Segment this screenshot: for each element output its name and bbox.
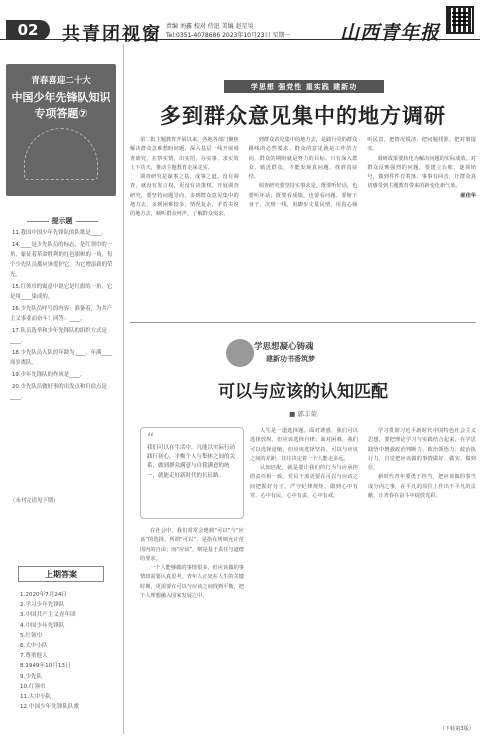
pull-quote (140, 427, 244, 519)
paragraph: 调查研究是谋事之基、成事之道。没有调查，就没有发言权，更没有决策权。开展调查研究，要坚持问题导向，多到群众意见集中的地方去，多到困难较多、情况复杂、矛盾尖锐的地方去，倾听群众呼声，了解群众需求。 (130, 174, 239, 218)
paragraph: 新时代青年要勇于担当，把应该做的事当成分内之事，在平凡的岗位上作出不平凡的贡献，让青春在奋斗中绽放光彩。 (368, 474, 476, 500)
kicker-top: 学思想凝心铸魂 (254, 342, 314, 352)
article-kicker: 学思想 强党性 重实践 建新功 (224, 80, 384, 93)
list-item: 1.2020年7月24日 (20, 592, 68, 598)
list-item: 17.队员选举和少年先锋队的组织方式是____。 (10, 328, 107, 344)
article-author (367, 192, 476, 201)
list-item: 2.学习少年先锋队 (20, 602, 65, 609)
paragraph: 认知匹配，就是要让我们的行为与应承担的责任相一致。党员干部更要在可以与应该之间把握好分寸，严守纪律规矩，做到心中有党、心中有民、心中有责、心中有戒。 (250, 465, 358, 500)
page-header (0, 0, 480, 45)
list-item: 20.少先队员做好事的出发点和归宿点是____。 (10, 384, 107, 400)
quiz-column (6, 44, 124, 734)
lower-body-left (140, 527, 244, 735)
paragraph: 一个人能够做的事情很多，但应该做的事情却需要认真思考。青年人正处在人生的关键时期，更需要在可以与应该之间找到平衡，把个人理想融入国家发展之中。 (140, 565, 244, 600)
paragraph: 调研成果要转化为解决问题的实际成效。对群众反映强烈的问题，要建立台账、逐项销号，做到件件有着落、事事有回音，让群众真切感受到主题教育带来的新变化新气象。 (367, 155, 476, 190)
quiz-banner (6, 64, 116, 196)
editors-info (166, 22, 291, 40)
byline: ■ 郭丰荣 (289, 410, 317, 418)
list-item: 10.红领巾 (20, 683, 46, 690)
list-item: 18.少先队员入队的年龄为____，年满____周岁离队。 (10, 350, 113, 366)
list-item: 11.我国中国少年先锋队的队歌是____。 (12, 230, 107, 236)
question-list (10, 228, 116, 404)
list-item: 9.少先队 (20, 673, 43, 680)
paragraph: 第二批主题教育开展以来，各地各部门聚焦解决群众急难愁盼问题，深入基层一线开展调查研究，在察实情、出实招、办实事、求实效上下功夫，推动主题教育走深走实。 (130, 137, 239, 171)
paragraph: 调查研究要坚持实事求是，既要听好话，也要听坏话；既要看成绩，也要看问题。要俯下身子、沉到一线，用脚步丈量民情，用真心倾听民意，把情况摸清、把问题找准、把对策提实。 (248, 137, 476, 209)
paragraph: 到群众意见集中的地方去，是践行党的群众路线的必然要求。群众的意见就是工作的方向，群众的期盼就是努力的目标。只有深入群众、贴近群众，才能发现真问题、找准真症结。 (248, 137, 358, 181)
paragraph: 学习贯彻习近平新时代中国特色社会主义思想，要把理论学习与实践结合起来，在学思践悟中增强政治判断力、政治领悟力、政治执行力，自觉把应该做的事情做好、做实、做到位。 (368, 428, 476, 472)
qr-code-icon (446, 6, 474, 34)
article-body (130, 136, 476, 320)
kicker-bottom: 建新功书香筑梦 (266, 355, 315, 363)
upper-article (130, 44, 476, 322)
lower-kicker (226, 337, 376, 371)
list-item: 12.中国少年先锋队队歌 (20, 704, 80, 711)
date-line: Tel:0351-4078686 2023年10月23日 星期一 (166, 32, 291, 39)
page-number: 02 (6, 20, 50, 40)
continued-marker: （下转第3版） (439, 726, 474, 732)
quote-text: 我们可以在生活中，凡能以实际行动践行初心，平衡个人与集体之间的关系，做到群众满意与自我满意的统一，就能走好新时代的长征路。 (147, 445, 236, 479)
lower-title: 可以与应该的认知匹配 (218, 382, 388, 402)
answers-heading: 上期答案 (18, 566, 104, 582)
list-item: 7.尊重他人 (20, 653, 48, 660)
article-headline: 多到群众意见集中的地方调研 (160, 104, 446, 128)
list-item: 5.红领巾 (20, 632, 43, 639)
banner-subtitle: 青春喜迎二十大 (31, 76, 91, 86)
list-item: 3.中国共产主义青年团 (20, 612, 76, 619)
section-label: 提示题 (12, 216, 112, 226)
paragraph: 在社会中，我们常常会遇到“可以”与“应该”的选择。所谓“可以”，是指在规则允许范围内的自由；而“应该”，则是基于责任与道德的要求。 (140, 528, 244, 562)
list-item: 8.1949年10月13日 (20, 663, 71, 670)
list-item: 16.少先队员呼号的内容：准备着，为共产主义事业而奋斗！回答：____。 (10, 306, 113, 322)
list-item: 6.大中小队 (20, 643, 48, 650)
answer-list (20, 590, 120, 712)
quote-icon: “ (147, 431, 155, 447)
emblem-icon (24, 128, 98, 180)
lower-body-right (250, 427, 476, 735)
lower-article (130, 322, 476, 738)
list-item: 11.大中小队 (20, 694, 52, 701)
list-item: 15.红领巾的寓意中说它是红旗的一角，它是用____染成的。 (10, 284, 113, 300)
author-name: 郝佳华 (460, 192, 476, 199)
continued-note: （未刊完请见下期） (10, 498, 59, 504)
newspaper-logo: 山西青年报 (340, 22, 441, 44)
section-name: 共青团视窗 (62, 24, 162, 45)
list-item: 14.____是少先队员的标志，是红领巾的一角，象征着革命胜利的红色旗帜的一角，每个少先队员都应该爱护它。为它增添新的荣光。 (10, 242, 113, 278)
paragraph: 人生是一道选择题。面对诱惑，我们可以选择放纵，但应该选择自律；面对困难，我们可以选择退缩，但应该选择坚持。可以与应该之间的差距，往往决定着一个人能走多远。 (250, 428, 358, 462)
list-item: 4.中国少年先锋队 (20, 622, 65, 629)
kicker-circle-icon (226, 339, 254, 367)
editors-line: 责编 刘鑫 校对 侍迅 美编 赵星昊 (166, 23, 254, 30)
banner-title: 中国少年先锋队知识专项答题⑦ (11, 91, 111, 120)
list-item: 19.少年先锋队的作风是____。 (12, 372, 86, 378)
